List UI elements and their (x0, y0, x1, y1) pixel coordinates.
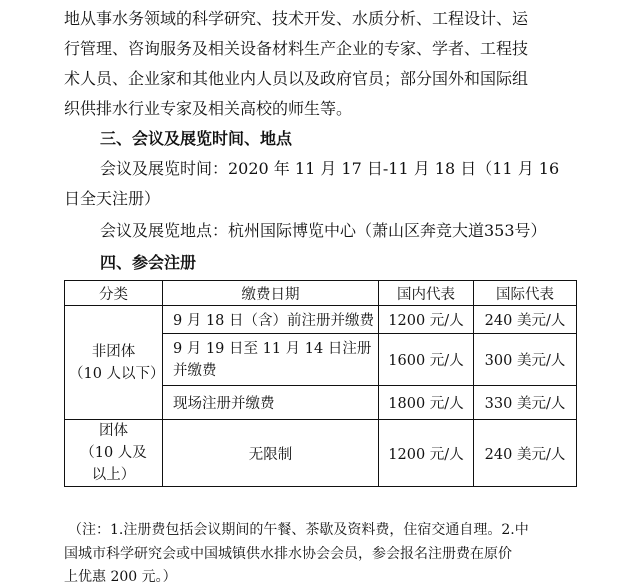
intro-line-1: 地从事水务领域的科学研究、技术开发、水质分析、工程设计、运 (64, 9, 529, 28)
group-team-label-line-1: 团体 (99, 423, 128, 439)
note-line-1: （注：1.注册费包括会议期间的午餐、茶歇及资料费，住宿交通自理。2.中 (68, 522, 529, 538)
group-non-team-label (65, 306, 163, 420)
payment-date-cell: 9 月 18 日（含）前注册并缴费 (163, 306, 379, 334)
header-domestic: 国内代表 (379, 281, 474, 306)
section-4-heading: 四、参会注册 (100, 253, 197, 272)
domestic-fee-cell: 1800 元/人 (379, 386, 474, 420)
international-fee-cell: 240 美元/人 (474, 306, 577, 334)
international-fee-cell: 330 美元/人 (474, 386, 577, 420)
note-line-2: 国城市科学研究会或中国城镇供水排水协会会员，参会报名注册费在原价 (64, 546, 512, 562)
group-team-label-line-2: （10 人及 (80, 445, 147, 461)
table-row (65, 306, 577, 334)
international-fee-cell: 300 美元/人 (474, 334, 577, 386)
payment-date-cell: 现场注册并缴费 (163, 386, 379, 420)
header-category: 分类 (65, 281, 163, 306)
payment-date-cell: 无限制 (163, 420, 379, 487)
group-team-label (65, 420, 163, 487)
table-row (65, 420, 577, 487)
meeting-time-line-1: 会议及展览时间：2020 年 11 月 17 日-11 月 18 日（11 月 16 (100, 159, 560, 178)
header-payment-date: 缴费日期 (163, 281, 379, 306)
table-header-row (65, 281, 577, 306)
intro-line-3: 术人员、企业家和其他业内人员以及政府官员；部分国外和国际组 (64, 69, 529, 88)
meeting-place: 会议及展览地点：杭州国际博览中心（萧山区奔竞大道353号） (100, 221, 547, 240)
international-fee-cell: 240 美元/人 (474, 420, 577, 487)
registration-fee-table (64, 280, 577, 487)
group-team-label-line-3: 以上） (91, 467, 136, 483)
payment-date-cell: 9 月 19 日至 11 月 14 日注册并缴费 (163, 334, 379, 386)
section-3-heading: 三、会议及展览时间、地点 (100, 129, 293, 148)
domestic-fee-cell: 1200 元/人 (379, 420, 474, 487)
meeting-time-line-2: 日全天注册） (64, 189, 161, 208)
domestic-fee-cell: 1200 元/人 (379, 306, 474, 334)
header-international: 国际代表 (474, 281, 577, 306)
domestic-fee-cell: 1600 元/人 (379, 334, 474, 386)
note-line-3: 上优惠 200 元。） (64, 569, 177, 585)
intro-line-2: 行管理、咨询服务及相关设备材料生产企业的专家、学者、工程技 (64, 39, 529, 58)
group-non-team-label-line-2: （10 人以下） (69, 365, 165, 382)
group-non-team-label-line-1: 非团体 (91, 343, 136, 360)
intro-line-4: 织供排水行业专家及相关高校的师生等。 (64, 99, 353, 118)
